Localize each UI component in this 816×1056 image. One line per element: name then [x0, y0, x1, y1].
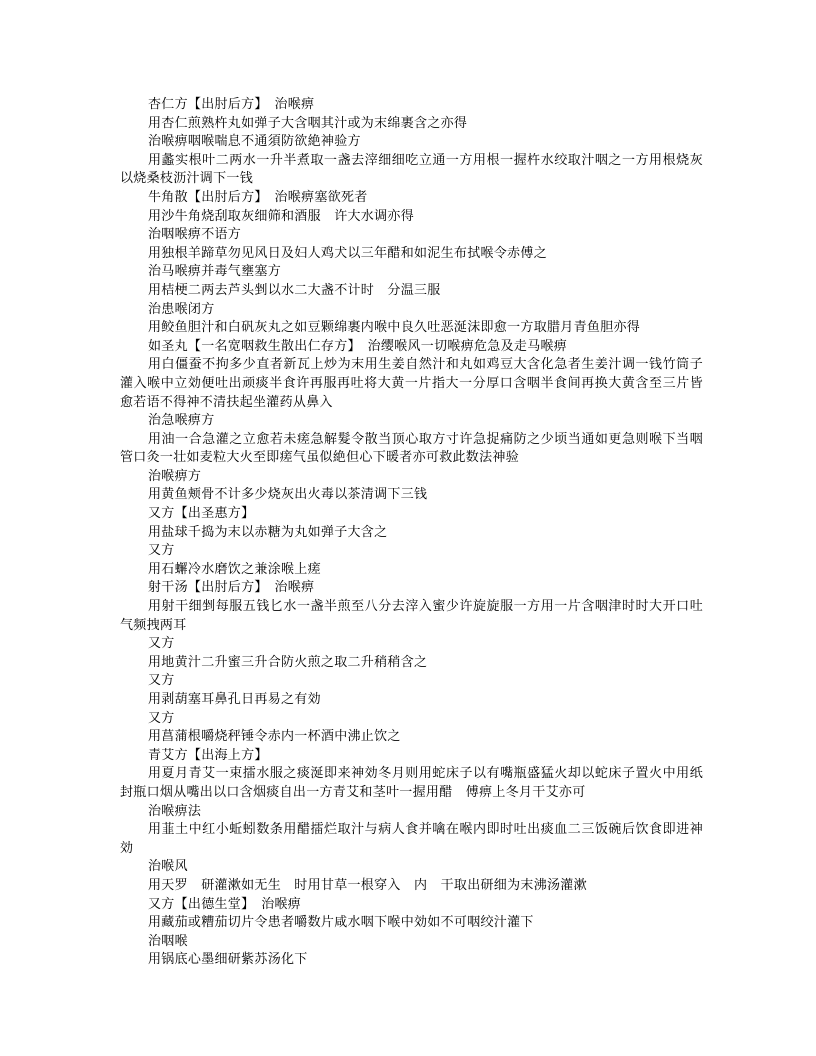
recipe-title: 又方【出德生堂】 治喉痹	[148, 896, 302, 912]
recipe-body: 用黄鱼颊骨不计多少烧灰出火毒以茶清调下三钱	[148, 487, 428, 503]
recipe-title: 又方	[148, 673, 175, 689]
recipe-body: 用地黄汁二升蜜三升合防火煎之取二升稍稍含之	[148, 654, 428, 670]
recipe-body: 用菖蒲根嚼烧秤锤令赤内一杯酒中沸止饮之	[148, 729, 401, 745]
recipe-body: 用夏月青艾一束擂水服之痰涎即来神効冬月则用蛇床子以有嘴瓶盛猛火却以蛇床子置火中用纸封瓶口烟从嘴出以口含烟痰自出一方青艾和茎叶一握用醋 傅痹上冬月干艾亦可	[120, 766, 703, 800]
recipe-title: 又方	[148, 636, 175, 652]
recipe-body: 用剥葫塞耳鼻孔日再易之有効	[148, 692, 321, 707]
recipe-title: 治喉风	[148, 859, 188, 875]
recipe-title: 治喉痹方	[148, 468, 202, 484]
recipe-body: 用油一合急灌之立愈若未瘥急解髮令散当顶心取方寸许急捉痛防之少顷当通如更急则喉下当咽管口灸一壮如麦粒大火至即瘥气虽似絶但心下暖者亦可救此数法神验	[120, 431, 703, 466]
recipe-body: 用独根羊蹄草勿见风日及妇人鸡犬以三年醋和如泥生布拭喉令赤傅之	[148, 245, 548, 261]
recipe-body: 用盐球千捣为末以赤糖为丸如弹子大含之	[148, 524, 388, 540]
recipe-body: 用石蠏冷水磨饮之兼涂喉上瘥	[148, 561, 321, 577]
recipe-title: 治咽喉痹不语方	[148, 227, 242, 243]
recipe-title: 青艾方【出海上方】	[148, 747, 268, 763]
recipe-body: 用韮土中红小蚯蚓数条用醋擂烂取汁与病人食并噙在喉内即时吐出痰血二三饭碗后饮食即进神効	[120, 822, 703, 856]
recipe-body: 用白僵蚕不拘多少直者新瓦上炒为末用生姜自然汁和丸如鸡豆大含化急者生姜汁调一钱竹筒子灌入喉中立効便吐出顽痰半食许再服再吐将大黄一片指大一分厚口含咽半食间再换大黄含至三片皆愈若语不得神不清扶起坐灌药从鼻入	[120, 357, 703, 410]
recipe-title: 又方	[148, 543, 175, 559]
recipe-title: 牛角散【出肘后方】 治喉痹塞欲死者	[148, 189, 368, 205]
recipe-title: 治急喉痹方	[148, 413, 215, 429]
recipe-body: 用锅底心墨细研紫苏汤化下	[148, 952, 308, 968]
recipe-body: 用杏仁煎熟杵丸如弹子大含咽其汁或为末绵裹含之亦得	[148, 115, 468, 131]
recipe-title: 又方	[148, 710, 175, 726]
recipe-body: 用天罗 研灌漱如无生 时用甘草一根穿入 内 干取出研细为末沸汤灌漱	[148, 877, 587, 893]
recipe-title: 射干汤【出肘后方】 治喉痹	[148, 580, 315, 596]
recipe-title: 治患喉闭方	[148, 301, 215, 317]
recipe-title: 又方【出圣惠方】	[148, 506, 255, 522]
document-page	[120, 96, 703, 970]
recipe-title: 治喉痹法	[148, 803, 202, 819]
recipe-title: 治马喉痹并毒气壅塞方	[148, 264, 282, 280]
recipe-body: 用桔梗二两去芦头剉以水二大盏不计时 分温三服	[148, 282, 441, 298]
recipe-title: 治喉痹咽喉喘息不通須防欲絶神验方	[148, 134, 361, 150]
recipe-body: 用藏茄或糟茄切片令患者嚼数片咸水咽下喉中効如不可咽绞汁灌下	[148, 915, 534, 931]
recipe-body: 用蠡实根叶二两水一升半煮取一盏去滓细细吃立通一方用根一握杵水绞取汁咽之一方用根烧灰以烧桑枝沥汁调下一钱	[120, 152, 703, 187]
recipe-body: 用沙牛角烧刮取灰细筛和酒服 许大水调亦得	[148, 208, 415, 224]
recipe-body: 用射干细剉每服五钱匕水一盏半煎至八分去滓入蜜少许旋旋服一方用一片含咽津时时大开口吐气频拽两耳	[120, 599, 703, 633]
recipe-body: 用鲛鱼胆汁和白矾灰丸之如豆颗绵裹内喉中良久吐恶涎沫即愈一方取腊月青鱼胆亦得	[148, 320, 641, 336]
recipe-title: 杏仁方【出肘后方】 治喉痹	[148, 97, 315, 112]
recipe-title: 治咽喉	[148, 933, 188, 949]
recipe-title: 如圣丸【一名宽咽救生散出仁存方】 治缨喉风一切喉痹危急及走马喉痹	[148, 338, 568, 354]
